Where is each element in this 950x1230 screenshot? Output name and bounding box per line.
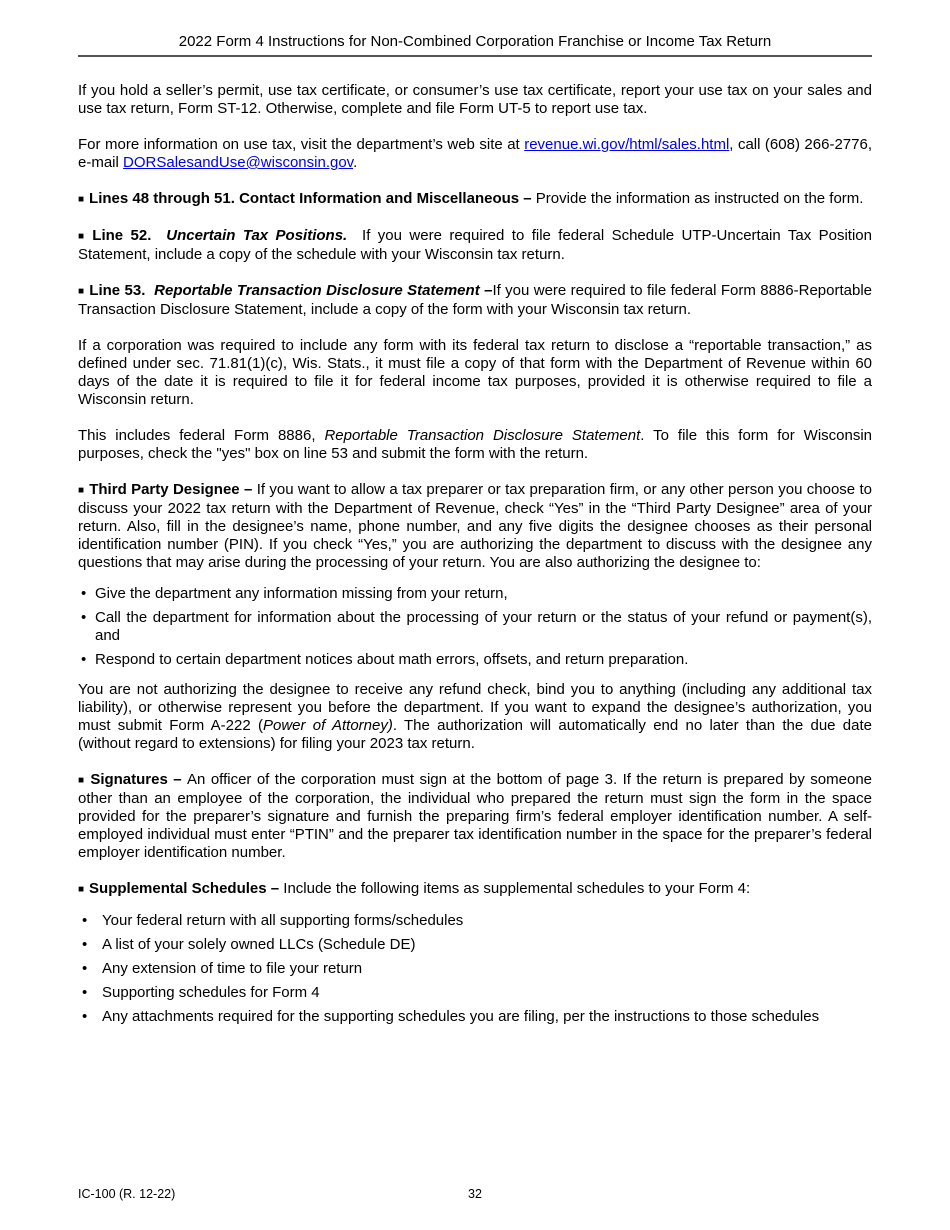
- text-segment: This includes federal Form 8886,: [78, 427, 325, 444]
- page-footer: [78, 1187, 872, 1202]
- text-segment: Line 52.: [92, 227, 167, 244]
- link-dor-email[interactable]: DORSalesandUse@wisconsin.gov: [123, 154, 354, 171]
- text-segment: Supplemental Schedules –: [89, 880, 284, 897]
- bullet-icon: •: [82, 1008, 88, 1025]
- text-segment: If you were required to file federal Schedule UTP-Uncertain Tax Position Statement, include a copy of the schedule with your Wisconsin tax return.: [78, 227, 872, 263]
- text-segment: For more information on use tax, visit the department’s web site at: [78, 136, 525, 153]
- text-segment: Third Party Designee –: [89, 481, 257, 498]
- text-segment: Reportable Transaction Disclosure Statement: [324, 427, 641, 444]
- section-marker-icon: ■: [78, 194, 85, 205]
- text-segment: You are not authorizing the designee to receive any refund check, bind you to anything (including any additional tax liability), or otherwise represent you before the department. If you want to expand the designee’s authorization, you must submit Form A-222 (: [78, 681, 872, 734]
- list-item-text: Supporting schedules for Form 4: [102, 984, 320, 1001]
- para-form-8886: [78, 427, 872, 463]
- list-item: [78, 585, 872, 603]
- text-segment: Uncertain Tax Positions.: [166, 227, 363, 244]
- bullet-icon: •: [82, 912, 88, 929]
- list-item: [78, 936, 872, 954]
- list-supplemental-schedules: [78, 912, 872, 1026]
- section-marker-icon: ■: [78, 231, 88, 242]
- bullet-icon: •: [82, 960, 88, 977]
- text-segment: , call (608) 266-2776, e-mail: [78, 136, 872, 171]
- heading-line-53: [78, 282, 872, 319]
- text-segment: .: [353, 154, 358, 171]
- text-segment: Line 53.: [89, 282, 155, 299]
- text-segment: If you hold a seller’s permit, use tax certificate, or consumer’s use tax certificate, report your use tax on your sales and use tax return, Form ST-12. Otherwise, complete and file Form UT-5 to report use tax.: [78, 82, 872, 117]
- footer-form-id: IC-100 (R. 12-22): [78, 1187, 176, 1201]
- text-segment: If you want to allow a tax preparer or tax preparation firm, or any other person you choose to discuss your 2022 tax return with the Department of Revenue, check “Yes” in the “Third Party Designee” area of your return. Also, fill in the designee’s name, phone number, and any five digits the designee chooses as their personal identification number (PIN). If you check “Yes,” you are authorizing the department to discuss with the designee any questions that may arise during the processing of your return. You are also authorizing the designee to:: [78, 481, 872, 571]
- list-item-text: Give the department any information missing from your return,: [95, 585, 508, 602]
- bullet-icon: •: [82, 936, 88, 953]
- list-item-text: Respond to certain department notices about math errors, offsets, and return preparation.: [95, 651, 689, 668]
- heading-signatures: [78, 771, 872, 862]
- text-segment: Include the following items as supplemental schedules to your Form 4:: [283, 880, 751, 897]
- text-segment: Provide the information as instructed on the form.: [535, 190, 864, 207]
- para-use-tax-reporting: [78, 82, 872, 118]
- list-item: [78, 609, 872, 645]
- text-segment: If a corporation was required to include any form with its federal tax return to disclose a “reportable transaction,” as defined under sec. 71.81(1)(c), Wis. Stats., it must file a copy of that form with the Department of Revenue within 60 days of the date it is required to file it for federal income tax purposes, provided it is otherwise required to file a Wisconsin return.: [78, 337, 872, 408]
- heading-supplemental-schedules: [78, 880, 872, 899]
- para-designee-limits: [78, 681, 872, 753]
- list-item: [78, 984, 872, 1002]
- list-designee-authorizations: [78, 585, 872, 669]
- text-segment: Power of Attorney): [262, 717, 393, 734]
- text-segment: Lines 48 through 51. Contact Information and Miscellaneous –: [89, 190, 536, 207]
- list-item: [78, 651, 872, 669]
- list-item-text: Any extension of time to file your return: [102, 960, 363, 977]
- section-marker-icon: ■: [78, 485, 85, 496]
- heading-line-52: [78, 227, 872, 264]
- section-marker-icon: ■: [78, 286, 85, 297]
- footer-page-number: 32: [468, 1187, 482, 1201]
- page-content: [0, 57, 950, 1026]
- text-segment: . To file this form for Wisconsin purposes, check the "yes" box on line 53 and submit the form with the return.: [78, 427, 873, 462]
- list-item: [78, 1008, 872, 1026]
- text-segment: An officer of the corporation must sign at the bottom of page 3. If the return is prepared by someone other than an employee of the corporation, the individual who prepared the return must sign the form in the space provided for the preparer’s signature and furnish the preparing firm’s federal employer identification number. A self-employed individual must enter “PTIN” and the preparer tax identification number in the space for the preparer’s federal employer identification number.: [78, 771, 873, 861]
- para-reportable-transaction: [78, 337, 872, 409]
- heading-lines-48-51: [78, 190, 872, 209]
- list-item: [78, 912, 872, 930]
- link-sales-webpage[interactable]: revenue.wi.gov/html/sales.html: [524, 136, 730, 153]
- list-item-text: Any attachments required for the supporting schedules you are filing, per the instructions to those schedules: [102, 1008, 820, 1025]
- bullet-icon: •: [81, 651, 87, 668]
- heading-third-party-designee: [78, 481, 872, 572]
- list-item-text: Call the department for information about the processing of your return or the status of your refund or payment(s), and: [95, 609, 872, 644]
- list-item-text: Your federal return with all supporting forms/schedules: [102, 912, 464, 929]
- text-segment: If you were required to file federal Form 8886-Reportable Transaction Disclosure Statement, include a copy of the form with your Wisconsin tax return.: [78, 282, 872, 318]
- text-segment: Signatures –: [90, 771, 188, 788]
- text-segment: . The authorization will automatically end no later than the due date (without regard to extensions) for filing your 2023 tax return.: [78, 717, 872, 752]
- list-item: [78, 960, 872, 978]
- text-segment: Reportable Transaction Disclosure Statement –: [154, 282, 493, 299]
- section-marker-icon: ■: [78, 775, 86, 786]
- bullet-icon: •: [81, 585, 87, 602]
- list-item-text: A list of your solely owned LLCs (Schedule DE): [102, 936, 416, 953]
- section-marker-icon: ■: [78, 884, 85, 895]
- bullet-icon: •: [82, 984, 88, 1001]
- bullet-icon: •: [81, 609, 87, 626]
- header-title: 2022 Form 4 Instructions for Non-Combined Corporation Franchise or Income Tax Return: [178, 33, 772, 50]
- para-use-tax-info: [78, 136, 872, 172]
- page-header: [0, 0, 950, 57]
